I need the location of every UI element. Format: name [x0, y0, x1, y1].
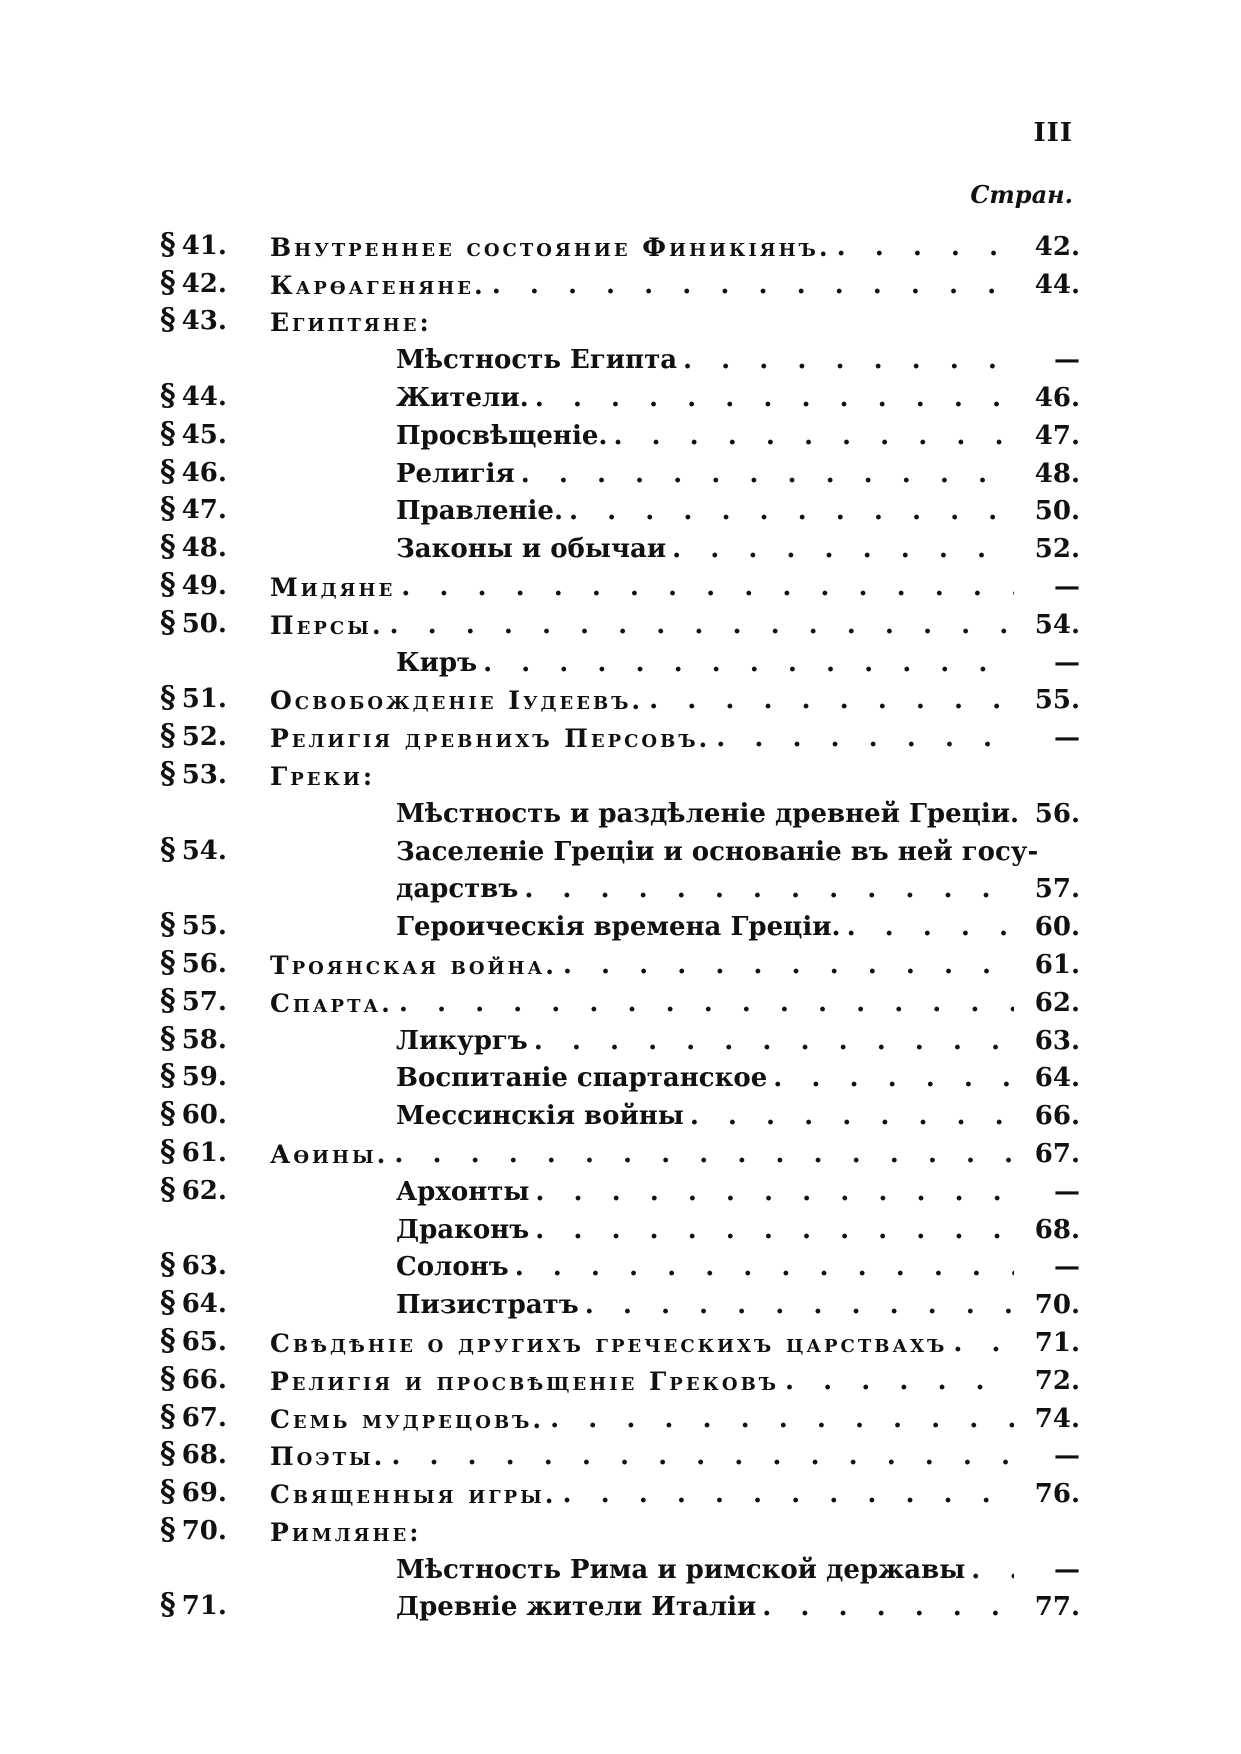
- entry-title: Мѣстность Египта: [396, 345, 678, 376]
- page-reference: 57.: [1034, 874, 1080, 905]
- dot-leader: [492, 272, 1014, 298]
- entry-title: Персы.: [270, 610, 384, 640]
- entry-title: дарствъ: [396, 874, 519, 905]
- section-sign: §: [160, 907, 176, 943]
- section-number-value: 62.: [181, 1175, 227, 1206]
- section-number: [160, 1436, 270, 1472]
- section-sign: §: [160, 1247, 176, 1283]
- entry-title: Аѳины.: [270, 1139, 389, 1169]
- dot-leader: [535, 1179, 1014, 1205]
- page-reference: 76.: [1034, 1479, 1080, 1510]
- section-sign: §: [160, 415, 176, 451]
- page-reference: 64.: [1034, 1063, 1080, 1094]
- dot-leader: [847, 914, 1014, 940]
- section-number-value: 57.: [181, 986, 227, 1017]
- section-number-value: 55.: [181, 911, 227, 942]
- entry-title: Героическія времена Греціи.: [396, 912, 841, 943]
- toc-entry: [160, 373, 1080, 411]
- section-number: [160, 831, 270, 867]
- section-number-value: 70.: [181, 1515, 227, 1546]
- section-sign: §: [160, 302, 176, 338]
- section-number-value: 42.: [181, 268, 227, 299]
- section-number-value: 45.: [181, 419, 227, 450]
- page-reference: —: [1054, 571, 1080, 602]
- page-reference: 56.: [1034, 798, 1080, 829]
- section-number-value: 71.: [181, 1591, 227, 1622]
- toc-entry: [160, 789, 1080, 827]
- toc-entry: [160, 1129, 1080, 1167]
- toc-entry: [160, 751, 1080, 789]
- section-sign: §: [160, 831, 176, 867]
- section-sign: §: [160, 264, 176, 300]
- toc-entry: [160, 1394, 1080, 1432]
- section-number: [160, 680, 270, 716]
- dot-leader: [563, 1481, 1014, 1507]
- section-sign: §: [160, 529, 176, 565]
- page-reference: —: [1054, 1554, 1080, 1585]
- section-number: [160, 907, 270, 943]
- section-number-value: 60.: [181, 1100, 227, 1131]
- section-number: [160, 529, 270, 565]
- page-reference: —: [1054, 723, 1080, 754]
- toc-entry: [160, 978, 1080, 1016]
- section-number-value: 47.: [181, 495, 227, 526]
- page-reference: 60.: [1034, 912, 1080, 943]
- section-sign: §: [160, 1436, 176, 1472]
- section-number-value: 49.: [181, 570, 227, 601]
- dot-leader: [515, 1254, 1014, 1280]
- page-reference: 55.: [1034, 685, 1080, 716]
- dot-leader: [390, 612, 1014, 638]
- section-sign: §: [160, 226, 176, 262]
- page-reference: 77.: [1034, 1592, 1080, 1623]
- dot-leader: [535, 385, 1014, 411]
- dot-leader: [550, 1406, 1014, 1432]
- section-sign: §: [160, 491, 176, 527]
- section-sign: §: [160, 1058, 176, 1094]
- dot-leader: [534, 1028, 1014, 1054]
- section-number: [160, 264, 270, 300]
- section-sign: §: [160, 604, 176, 640]
- section-sign: §: [160, 1474, 176, 1510]
- section-number: [160, 1322, 270, 1358]
- toc-entry: [160, 1243, 1080, 1281]
- dot-leader: [773, 1065, 1014, 1091]
- entry-title: Священныя игры.: [270, 1480, 557, 1510]
- section-number-value: 43.: [181, 306, 227, 337]
- section-number-value: 59.: [181, 1062, 227, 1093]
- section-sign: §: [160, 1096, 176, 1132]
- section-sign: §: [160, 1285, 176, 1321]
- entry-title: Религія: [396, 458, 515, 489]
- dot-leader: [483, 650, 1014, 676]
- dot-leader: [690, 1103, 1014, 1129]
- toc-entry: [160, 411, 1080, 449]
- section-number-value: 52.: [181, 722, 227, 753]
- section-number-value: 46.: [181, 457, 227, 488]
- section-number: [160, 755, 270, 791]
- section-number: [160, 1247, 270, 1283]
- toc-entry: [160, 940, 1080, 978]
- toc-entry: [160, 1167, 1080, 1205]
- dot-leader: [401, 574, 1014, 600]
- section-number: [160, 1020, 270, 1056]
- page-reference: 42.: [1034, 231, 1080, 262]
- entry-title: Правленіе.: [396, 496, 564, 527]
- dot-leader: [672, 536, 1014, 562]
- dot-leader: [394, 1141, 1014, 1167]
- entry-title: Древніе жители Италіи: [396, 1592, 757, 1623]
- section-number: [160, 491, 270, 527]
- entry-title: Поэты.: [270, 1442, 386, 1472]
- page-reference: 61.: [1034, 949, 1080, 980]
- section-sign: §: [160, 1133, 176, 1169]
- dot-leader: [524, 876, 1014, 902]
- section-number: [160, 1133, 270, 1169]
- entry-title: Солонъ: [396, 1252, 509, 1283]
- section-number-value: 44.: [181, 381, 227, 412]
- page-reference: 66.: [1034, 1101, 1080, 1132]
- entry-title: Заселеніе Греціи и основаніе въ ней госу-: [396, 836, 1039, 867]
- section-sign: §: [160, 718, 176, 754]
- section-number: [160, 226, 270, 262]
- toc-entry: [160, 600, 1080, 638]
- page-reference: —: [1054, 647, 1080, 678]
- toc-entry: [160, 1091, 1080, 1132]
- dot-leader: [535, 1217, 1014, 1243]
- section-number-value: 50.: [181, 608, 227, 639]
- section-number-value: 67.: [181, 1402, 227, 1433]
- section-number-value: 68.: [181, 1440, 227, 1471]
- section-number-value: 56.: [181, 948, 227, 979]
- toc-entry: [160, 1356, 1080, 1394]
- page-column-header: Стран.: [970, 180, 1073, 209]
- page-reference: —: [1054, 345, 1080, 376]
- page-reference: 54.: [1034, 609, 1080, 640]
- dot-leader: [762, 1594, 1014, 1620]
- entry-title: Просвѣщеніе.: [396, 420, 608, 451]
- section-number: [160, 1171, 270, 1207]
- entry-title: Троянская война.: [270, 950, 557, 980]
- dot-leader: [837, 234, 1014, 260]
- section-number: [160, 453, 270, 489]
- section-sign: §: [160, 944, 176, 980]
- entry-title: Законы и обычаи: [396, 534, 667, 565]
- toc-entry: [160, 713, 1080, 754]
- section-number: [160, 302, 270, 338]
- dot-leader: [569, 498, 1014, 524]
- toc-entry: [160, 1583, 1080, 1621]
- section-sign: §: [160, 680, 176, 716]
- toc-entry: [160, 524, 1080, 565]
- toc-entry: [160, 449, 1080, 487]
- entry-title: Религія и просвѣщеніе Грековъ: [270, 1366, 780, 1396]
- toc-entry: [160, 260, 1080, 298]
- dot-leader: [971, 1557, 1014, 1583]
- page-reference: 71.: [1034, 1327, 1080, 1358]
- entry-title: Греки:: [270, 761, 376, 791]
- toc-entry: [160, 1205, 1080, 1243]
- section-sign: §: [160, 1322, 176, 1358]
- entry-title: Жители.: [396, 382, 529, 413]
- section-number-value: 64.: [181, 1289, 227, 1320]
- dot-leader: [683, 347, 1014, 373]
- section-number: [160, 1511, 270, 1547]
- toc-entry: [160, 562, 1080, 600]
- toc-entry: [160, 676, 1080, 714]
- section-number-value: 54.: [181, 835, 227, 866]
- section-number: [160, 982, 270, 1018]
- section-number: [160, 566, 270, 602]
- section-sign: §: [160, 566, 176, 602]
- section-number-value: 53.: [181, 759, 227, 790]
- toc-entry: [160, 222, 1080, 260]
- section-sign: §: [160, 1171, 176, 1207]
- page-reference: —: [1054, 1252, 1080, 1283]
- section-number-value: 69.: [181, 1478, 227, 1509]
- entry-title: Ликургъ: [396, 1025, 528, 1056]
- section-number: [160, 1285, 270, 1321]
- page-reference: 50.: [1034, 496, 1080, 527]
- section-number-value: 48.: [181, 533, 227, 564]
- dot-leader: [399, 990, 1014, 1016]
- section-number-value: 41.: [181, 230, 227, 261]
- section-sign: §: [160, 1587, 176, 1623]
- section-number-value: 66.: [181, 1364, 227, 1395]
- section-number-value: 61.: [181, 1137, 227, 1168]
- section-number-value: 58.: [181, 1024, 227, 1055]
- page-reference: 52.: [1034, 534, 1080, 565]
- toc-entry: [160, 1507, 1080, 1545]
- section-number: [160, 1360, 270, 1396]
- entry-title: Пизистратъ: [396, 1290, 579, 1321]
- entry-title: Киръ: [396, 647, 478, 678]
- section-number: [160, 1398, 270, 1434]
- page-reference: 48.: [1034, 458, 1080, 489]
- page-reference: 63.: [1034, 1025, 1080, 1056]
- dot-leader: [649, 687, 1014, 713]
- toc-entry: [160, 1280, 1080, 1321]
- section-number: [160, 1587, 270, 1623]
- toc-entry: [160, 827, 1080, 865]
- entry-title: Мѣстность и раздѣленіе древней Греціи.: [396, 798, 1020, 829]
- section-sign: §: [160, 1020, 176, 1056]
- section-number: [160, 1096, 270, 1132]
- dot-leader: [613, 423, 1014, 449]
- toc-entry: [160, 638, 1080, 676]
- dot-leader: [521, 461, 1014, 487]
- toc-entry: [160, 902, 1080, 943]
- page-reference: 74.: [1034, 1403, 1080, 1434]
- section-number: [160, 604, 270, 640]
- page-reference: 72.: [1034, 1365, 1080, 1396]
- page-reference: 47.: [1034, 420, 1080, 451]
- section-number-value: 63.: [181, 1251, 227, 1282]
- entry-title: Спарта.: [270, 988, 393, 1018]
- table-of-contents: [160, 222, 1080, 1623]
- section-number: [160, 377, 270, 413]
- dot-leader: [391, 1443, 1014, 1469]
- toc-entry: [160, 1469, 1080, 1510]
- dot-leader: [953, 1330, 1014, 1356]
- section-number: [160, 1474, 270, 1510]
- page-reference: 68.: [1034, 1214, 1080, 1245]
- section-sign: §: [160, 453, 176, 489]
- entry-title: Мидяне: [270, 572, 396, 602]
- toc-entry: [160, 298, 1080, 336]
- section-number: [160, 1058, 270, 1094]
- section-number-value: 65.: [181, 1326, 227, 1357]
- entry-title: Мѣстность Рима и римской державы: [396, 1554, 966, 1585]
- section-sign: §: [160, 1360, 176, 1396]
- entry-title: Египтяне:: [270, 308, 432, 338]
- page-reference: —: [1054, 1176, 1080, 1207]
- entry-title: Воспитаніе спартанское: [396, 1063, 768, 1094]
- entry-title: Архонты: [396, 1176, 530, 1207]
- toc-entry: [160, 1054, 1080, 1092]
- section-sign: §: [160, 1398, 176, 1434]
- section-sign: §: [160, 377, 176, 413]
- toc-entry: [160, 487, 1080, 525]
- page-reference: 62.: [1034, 987, 1080, 1018]
- toc-entry: [160, 335, 1080, 376]
- section-sign: §: [160, 755, 176, 791]
- dot-leader: [585, 1292, 1014, 1318]
- dot-leader: [716, 725, 1014, 751]
- toc-entry: [160, 1016, 1080, 1054]
- toc-entry: [160, 865, 1080, 903]
- entry-title: Драконъ: [396, 1214, 530, 1245]
- entry-title: Карѳагеняне.: [270, 270, 486, 300]
- entry-title: Римляне:: [270, 1517, 422, 1547]
- entry-title: Внутреннее состояние Финикіянъ.: [270, 232, 831, 262]
- page-reference: 46.: [1034, 382, 1080, 413]
- toc-entry: [160, 1318, 1080, 1356]
- entry-title: Семь мудрецовъ.: [270, 1404, 545, 1434]
- entry-title: Свѣдѣніе о другихъ греческихъ царствахъ: [270, 1328, 948, 1358]
- page-number: III: [1033, 118, 1073, 148]
- page-reference: —: [1054, 1441, 1080, 1472]
- dot-leader: [785, 1368, 1014, 1394]
- toc-entry: [160, 1545, 1080, 1583]
- entry-title: Мессинскія войны: [396, 1101, 684, 1132]
- section-number: [160, 718, 270, 754]
- toc-entry: [160, 1432, 1080, 1470]
- entry-title: Религія древнихъ Персовъ.: [270, 724, 711, 754]
- section-number: [160, 944, 270, 980]
- entry-title: Освобожденіе Іудеевъ.: [270, 686, 644, 716]
- dot-leader: [563, 952, 1014, 978]
- page-reference: 44.: [1034, 269, 1080, 300]
- section-number: [160, 415, 270, 451]
- section-sign: §: [160, 1511, 176, 1547]
- page-reference: 70.: [1034, 1290, 1080, 1321]
- section-sign: §: [160, 982, 176, 1018]
- section-number-value: 51.: [181, 684, 227, 715]
- page-reference: 67.: [1034, 1138, 1080, 1169]
